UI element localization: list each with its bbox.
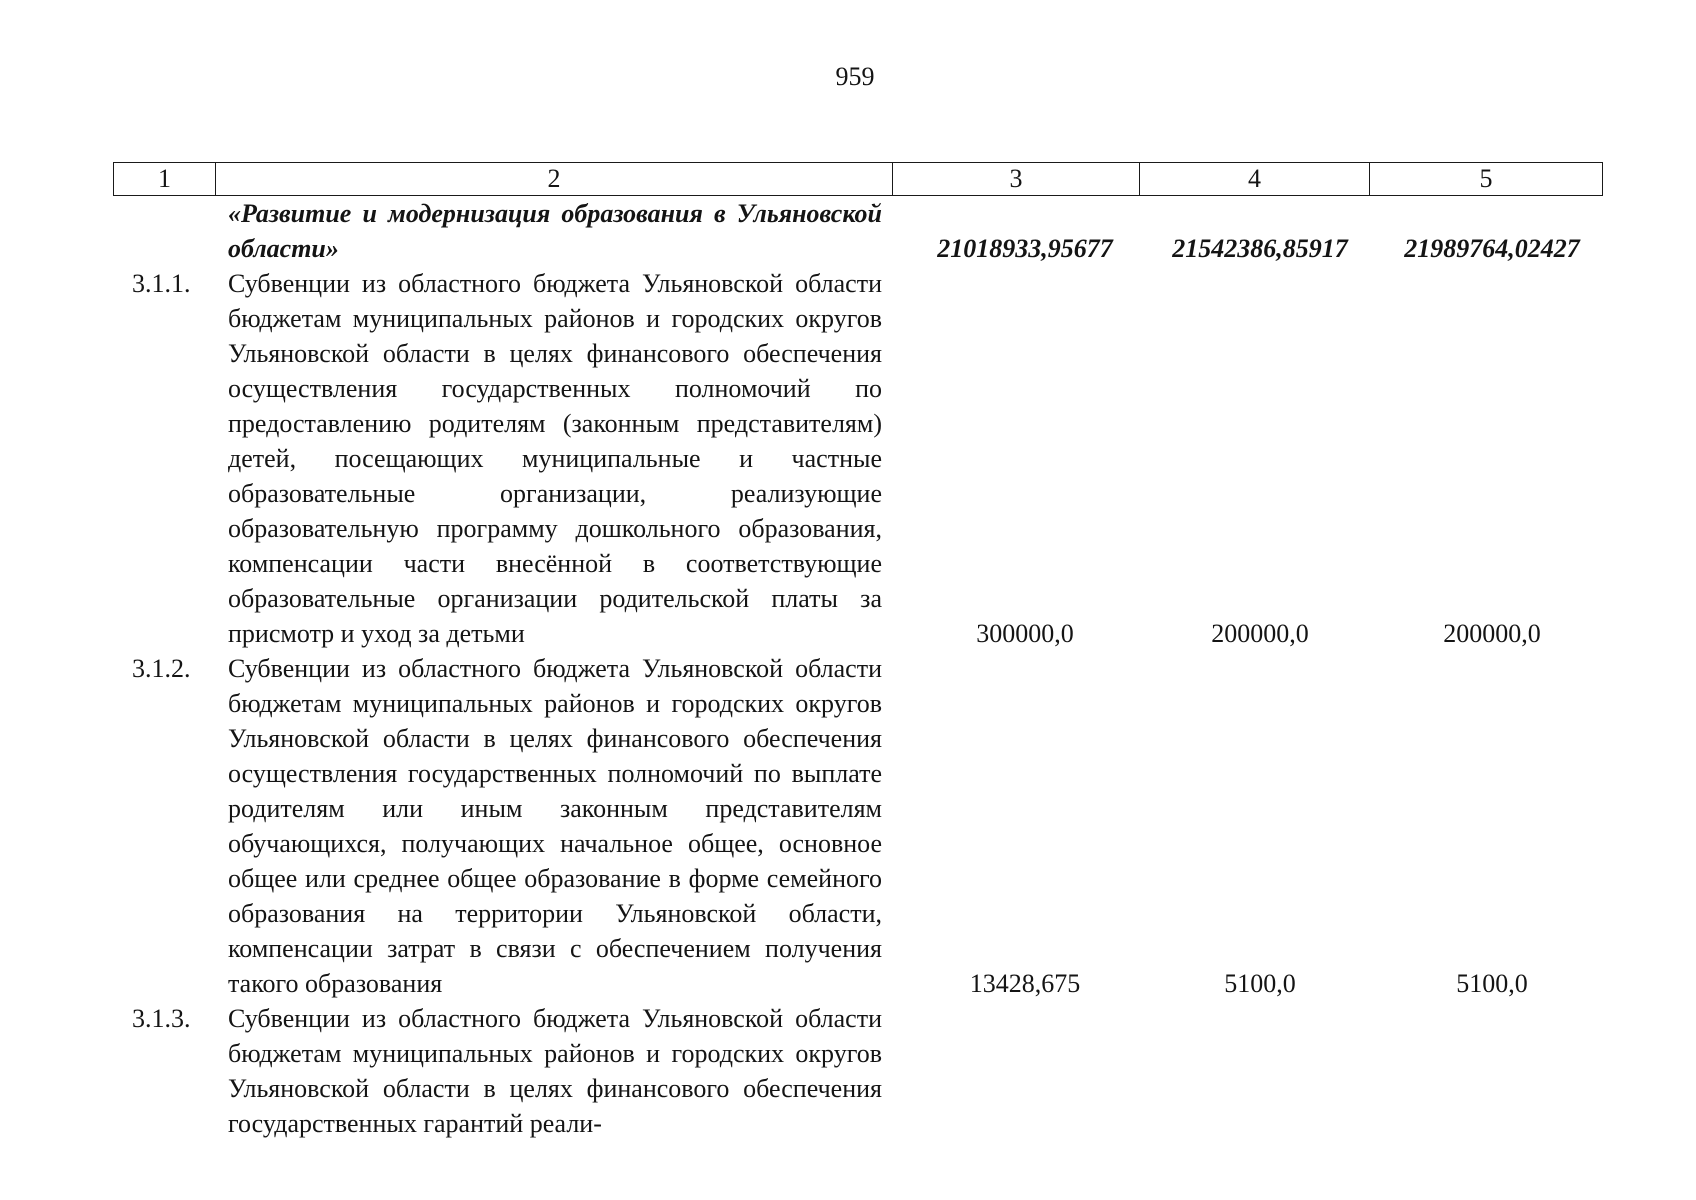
page-number: 959 (835, 62, 875, 91)
row-number-3-1-2: 3.1.2. (132, 654, 191, 683)
row-3-1-2-col3: 13428,675 (969, 969, 1081, 998)
header-col-3: 3 (893, 163, 1140, 195)
row-3-1-1-col4: 200000,0 (1211, 619, 1309, 648)
program-total-col5: 21989764,02427 (1404, 234, 1580, 263)
header-col-5: 5 (1479, 164, 1493, 193)
program-total-col4: 21542386,85917 (1172, 234, 1348, 263)
row-description-3-1-1: Субвенции из областного бюджета Ульяновской области бюджетам муниципальных районов и городских округов Ульяновской области в целях финансового обеспечения осуществления государственных полномочий по предоставлению родителям (законным представителям) детей, посещающих муниципальные и частные образовательные организации, реализующие образовательную программу дошкольного образования, компенсации части внесённой в соответствующие образовательные организации родительской платы за присмотр и уход за детьми (228, 269, 882, 648)
row-3-1-2-col4: 5100,0 (1224, 969, 1296, 998)
row-3-1-1-col3: 300000,0 (976, 619, 1074, 648)
program-title: «Развитие и модернизация образования в Ульяновской области» (228, 199, 882, 263)
row-description-3-1-2: Субвенции из областного бюджета Ульяновской области бюджетам муниципальных районов и городских округов Ульяновской области в целях финансового обеспечения осуществления государственных полномочий по выплате родителям или иным законным представителям обучающихся, получающих начальное общее, основное общее или среднее общее образование в форме семейного образования на территории Ульяновской области, компенсации затрат в связи с обеспечением получения такого образования (228, 654, 882, 998)
table-header-row (113, 162, 1603, 196)
row-3-1-1-col5: 200000,0 (1443, 619, 1541, 648)
header-col-4: 4 (1140, 163, 1370, 195)
row-number-3-1-3: 3.1.3. (132, 1004, 191, 1033)
header-col-2: 2 (216, 163, 893, 195)
row-number-3-1-1: 3.1.1. (132, 269, 191, 298)
program-total-col3: 21018933,95677 (937, 234, 1113, 263)
header-col-1: 1 (114, 163, 216, 195)
row-description-3-1-3: Субвенции из областного бюджета Ульяновской области бюджетам муниципальных районов и городских округов Ульяновской области в целях финансового обеспечения государственных гарантий реали- (228, 1004, 882, 1138)
row-3-1-2-col5: 5100,0 (1456, 969, 1528, 998)
